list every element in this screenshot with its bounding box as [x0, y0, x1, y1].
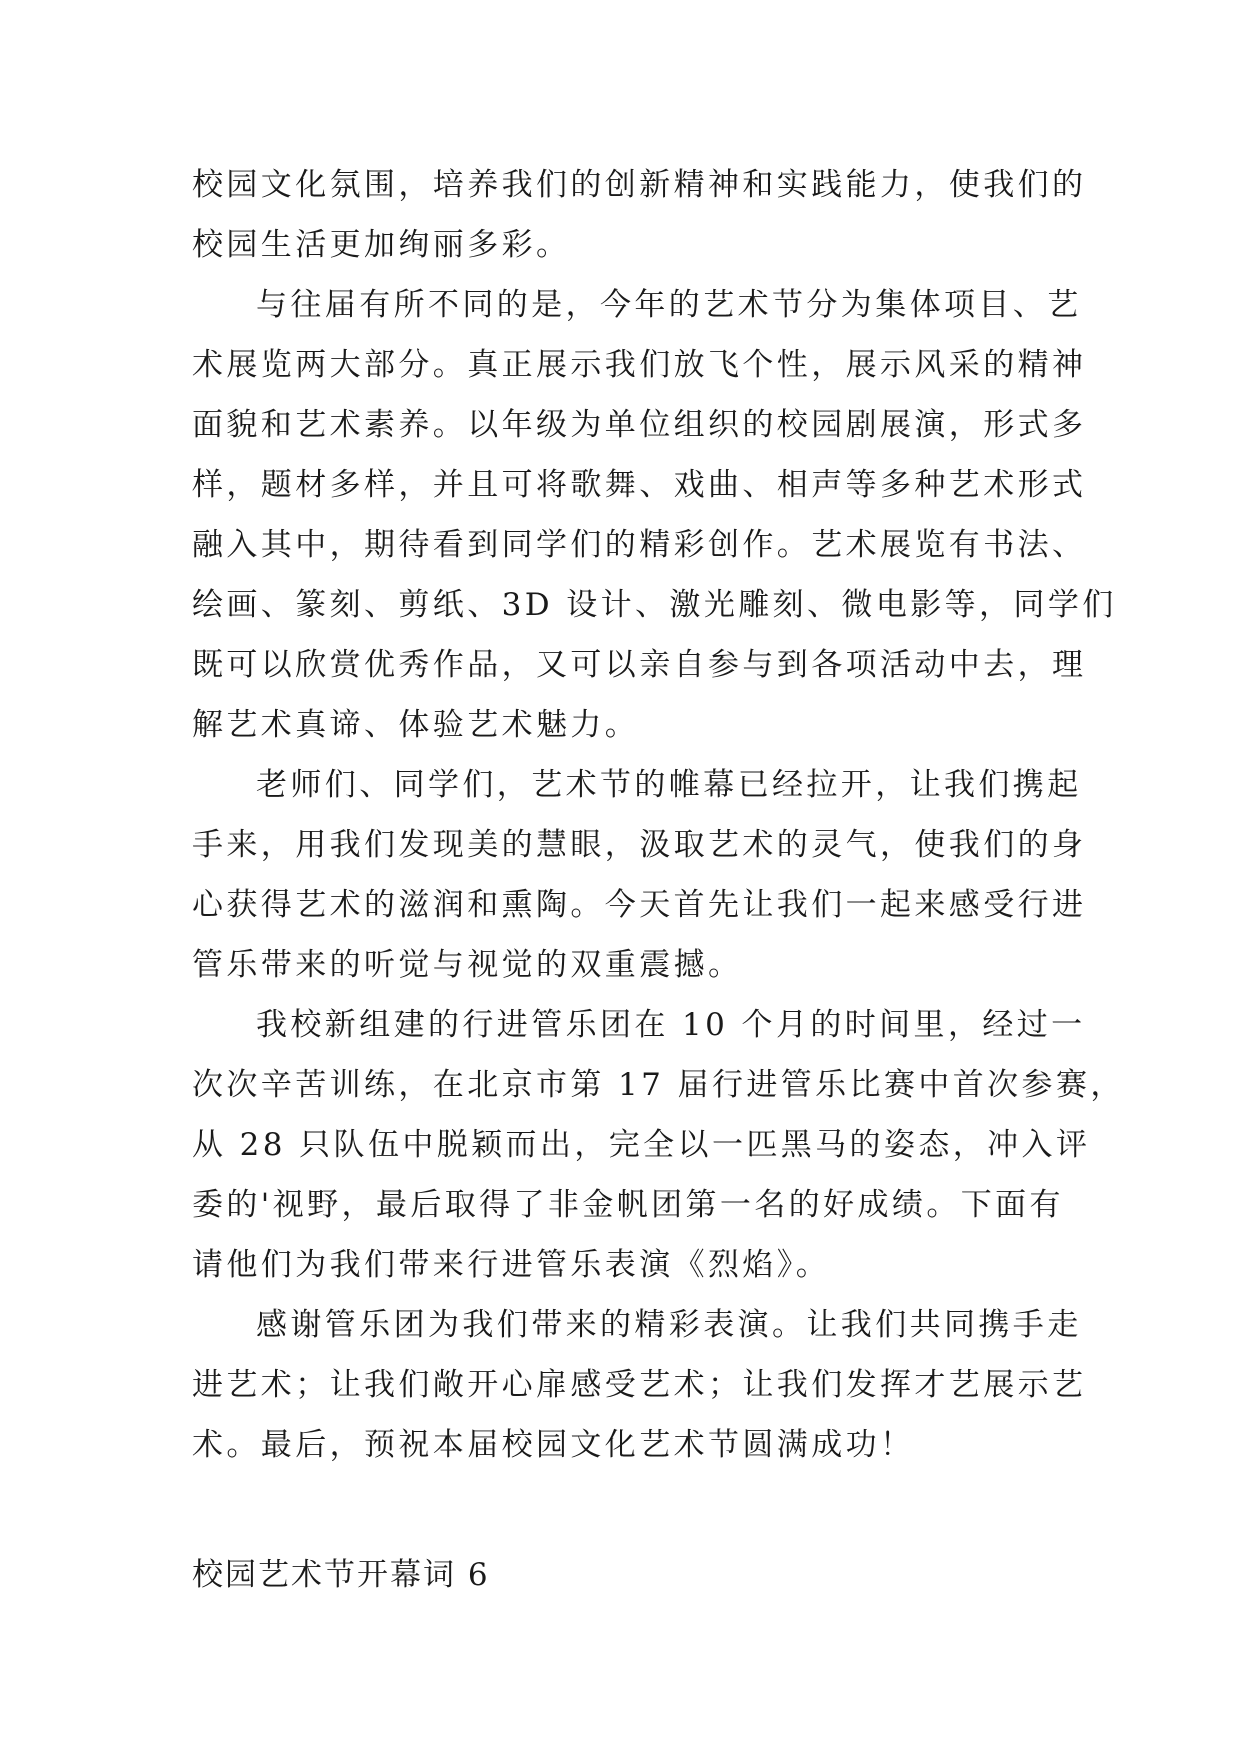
paragraph-line: 术。最后，预祝本届校园文化艺术节圆满成功！	[192, 1427, 915, 1463]
paragraph-line: 校园生活更加绚丽多彩。	[192, 227, 571, 263]
paragraph-line: 与往届有所不同的是，今年的艺术节分为集体项目、艺	[256, 287, 1082, 323]
paragraph-line: 感谢管乐团为我们带来的精彩表演。让我们共同携手走	[256, 1307, 1082, 1343]
paragraph-line: 从 28 只队伍中脱颖而出，完全以一匹黑马的姿态，冲入评	[192, 1127, 1091, 1163]
paragraph-line: 样，题材多样，并且可将歌舞、戏曲、相声等多种艺术形式	[192, 467, 1087, 503]
paragraph-line: 绘画、篆刻、剪纸、3D 设计、激光雕刻、微电影等，同学们	[192, 587, 1117, 623]
paragraph-line: 老师们、同学们，艺术节的帷幕已经拉开，让我们携起	[256, 767, 1082, 803]
paragraph-line: 既可以欣赏优秀作品，又可以亲自参与到各项活动中去，理	[192, 647, 1087, 683]
paragraph-line: 心获得艺术的滋润和熏陶。今天首先让我们一起来感受行进	[192, 887, 1087, 923]
paragraph-line: 我校新组建的行进管乐团在 10 个月的时间里，经过一	[256, 1007, 1086, 1043]
paragraph-line: 术展览两大部分。真正展示我们放飞个性，展示风采的精神	[192, 347, 1087, 383]
paragraph-line: 管乐带来的听觉与视觉的双重震撼。	[192, 947, 743, 983]
paragraph-line: 委的'视野，最后取得了非金帆团第一名的好成绩。下面有	[192, 1187, 1064, 1223]
paragraph-line: 请他们为我们带来行进管乐表演《烈焰》。	[192, 1247, 831, 1283]
paragraph-line: 进艺术；让我们敞开心扉感受艺术；让我们发挥才艺展示艺	[192, 1367, 1087, 1403]
paragraph-line: 融入其中，期待看到同学们的精彩创作。艺术展览有书法、	[192, 527, 1087, 563]
section-heading: 校园艺术节开幕词 6	[192, 1557, 490, 1593]
paragraph-line: 次次辛苦训练，在北京市第 17 届行进管乐比赛中首次参赛，	[192, 1067, 1125, 1103]
paragraph-line: 解艺术真谛、体验艺术魅力。	[192, 707, 640, 743]
paragraph-line: 校园文化氛围，培养我们的创新精神和实践能力，使我们的	[192, 167, 1087, 203]
paragraph-line: 手来，用我们发现美的慧眼，汲取艺术的灵气，使我们的身	[192, 827, 1087, 863]
paragraph-line: 面貌和艺术素养。以年级为单位组织的校园剧展演，形式多	[192, 407, 1087, 443]
